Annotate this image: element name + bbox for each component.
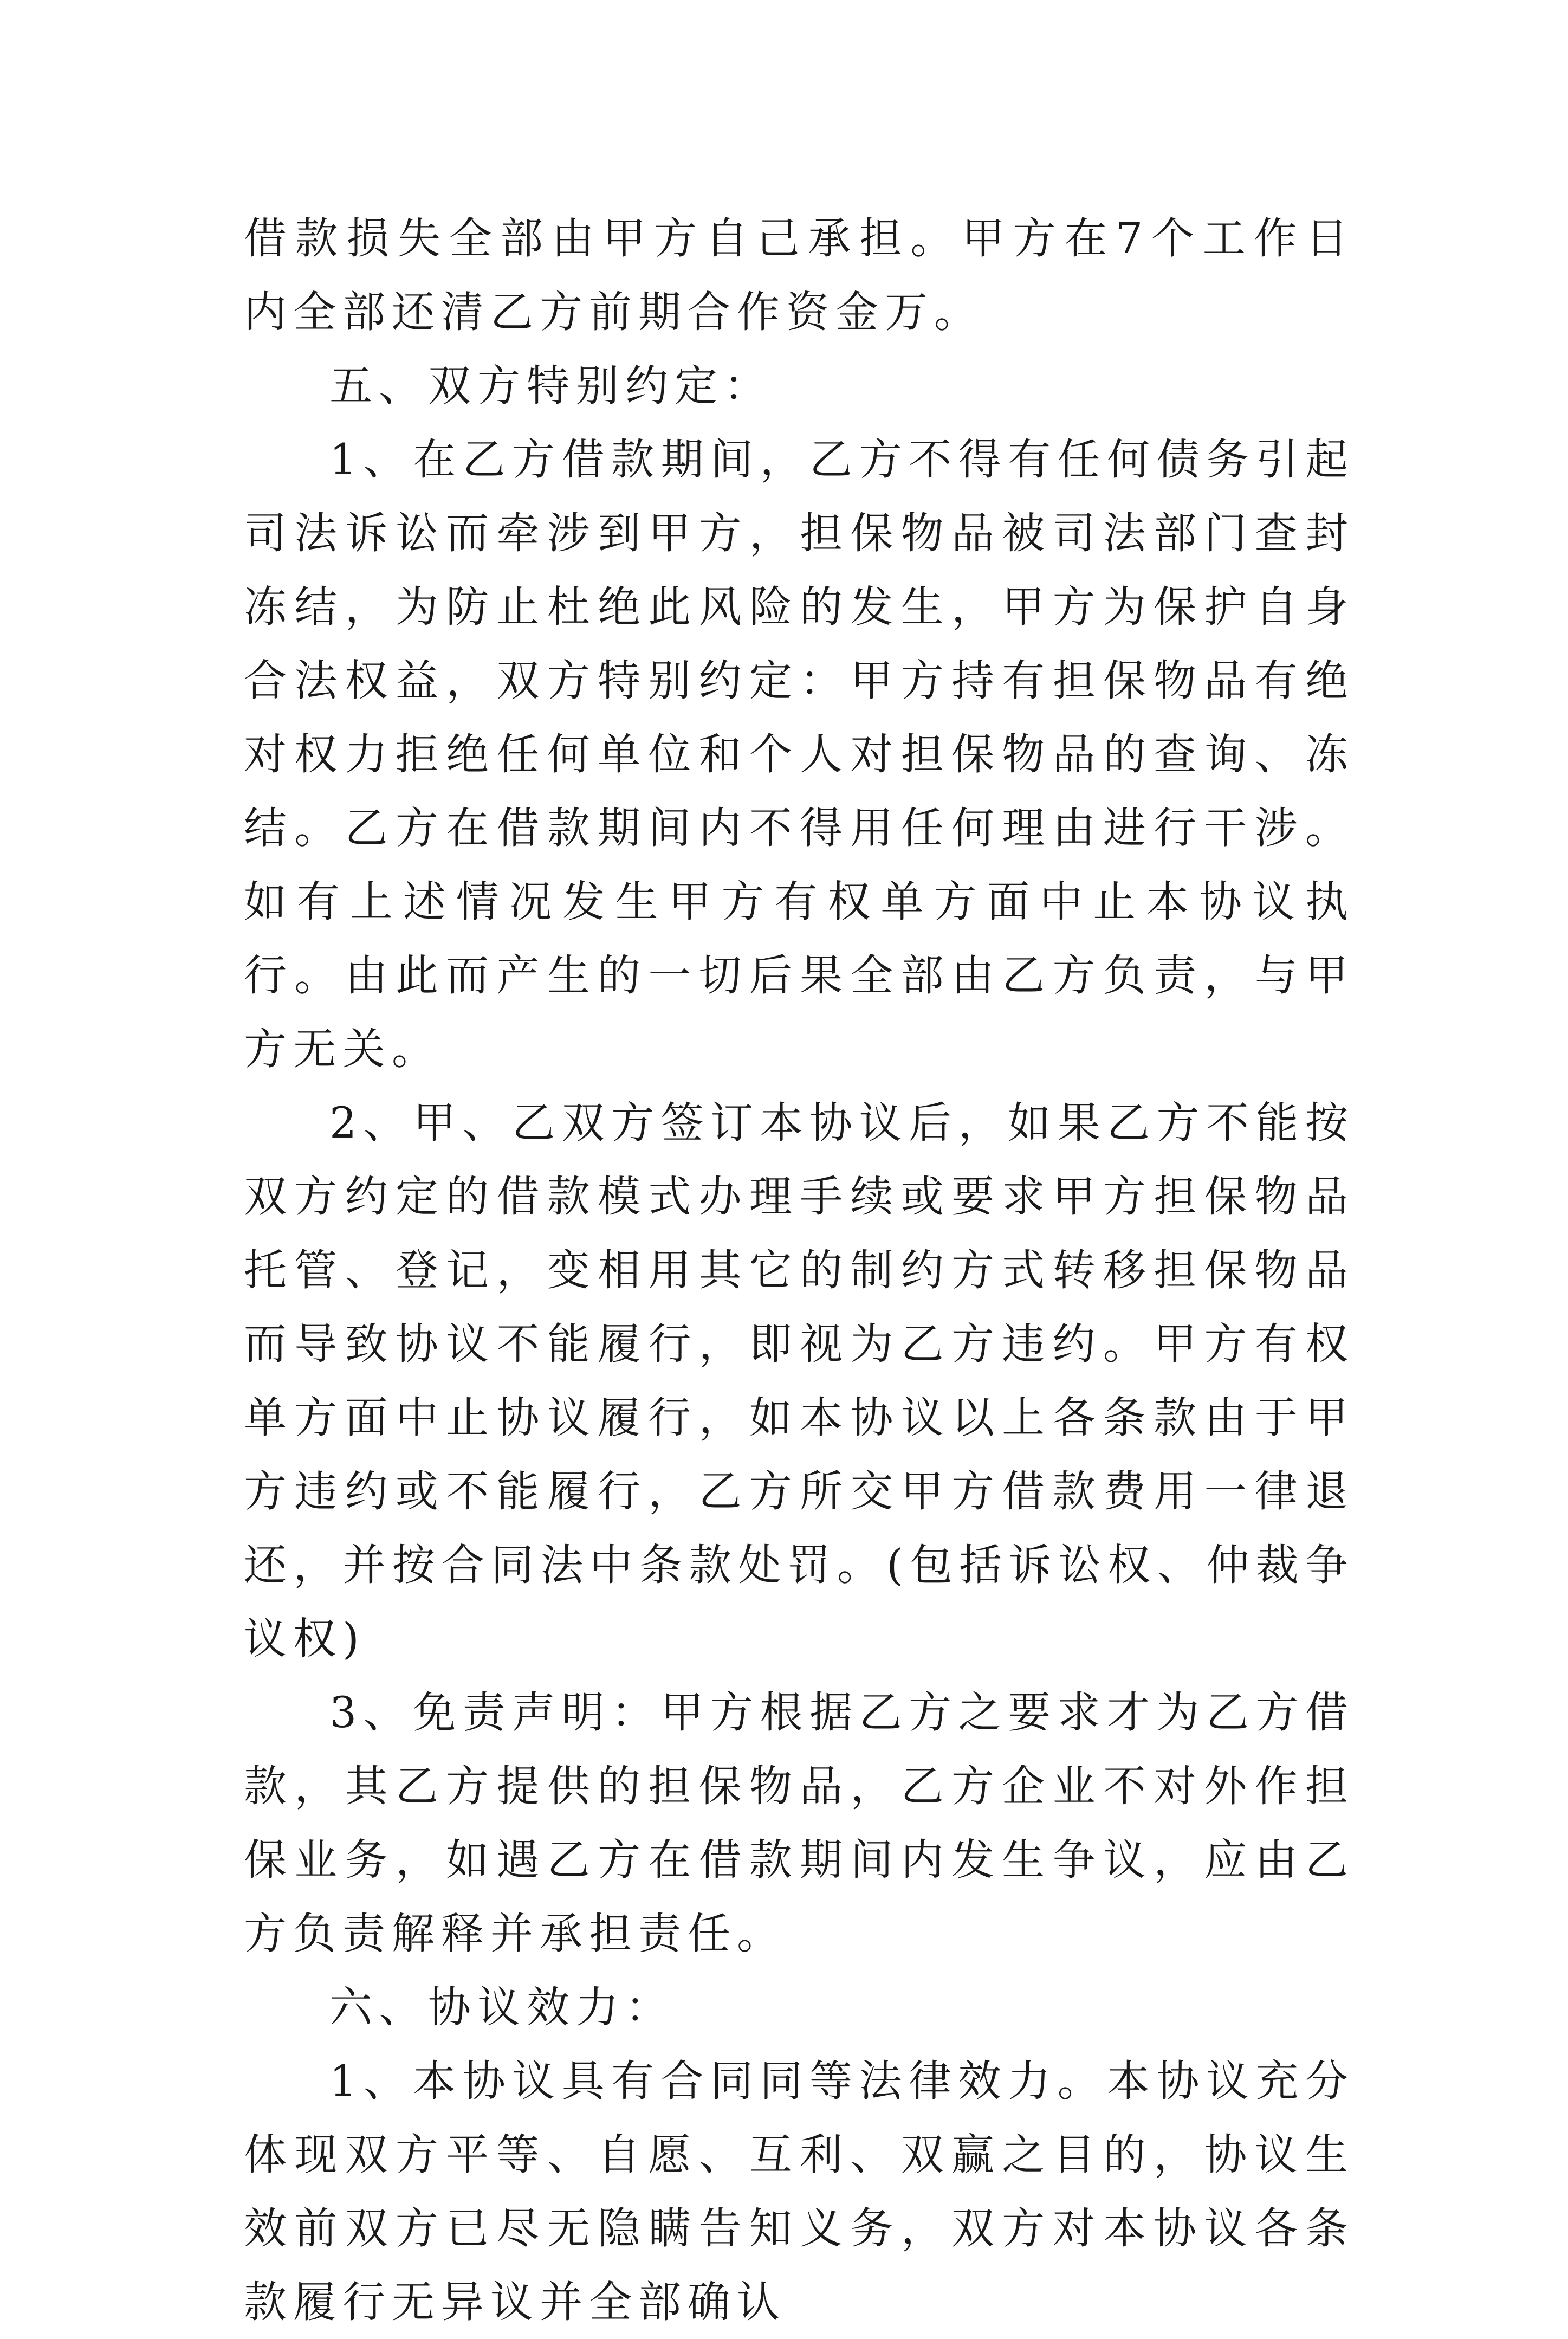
paragraph-effect-clause-1: 1、本协议具有合同同等法律效力。本协议充分体现双方平等、自愿、互利、双赢之目的，协议生效前双方已尽无隐瞒告知义务，双方对本协议各条款履行无异议并全部确认 bbox=[244, 2056, 1355, 2327]
paragraph-clause-1: 1、在乙方借款期间，乙方不得有任何债务引起司法诉讼而牵涉到甲方，担保物品被司法部门查封冻结，为防止杜绝此风险的发生，甲方为保护自身合法权益，双方特别约定：甲方持有担保物品有绝对权力拒绝任何单位和个人对担保物品的查询、冻结。乙方在借款期间内不得用任何理由进行干涉。如有上述情况发生甲方有权单方面中止本协议执行。由此而产生的一切后果全部由乙方负责，与甲方无关。 bbox=[244, 435, 1355, 1074]
paragraph-clause-3-disclaimer: 3、免责声明：甲方根据乙方之要求才为乙方借款，其乙方提供的担保物品，乙方企业不对外作担保业务，如遇乙方在借款期间内发生争议，应由乙方负责解释并承担责任。 bbox=[244, 1688, 1355, 1959]
section-heading-special-agreement: 五、双方特别约定： bbox=[329, 361, 773, 411]
section-heading-agreement-effect: 六、协议效力： bbox=[329, 1982, 675, 2032]
paragraph-clause-2: 2、甲、乙双方签订本协议后，如果乙方不能按双方约定的借款模式办理手续或要求甲方担保物品托管、登记，变相用其它的制约方式转移担保物品而导致协议不能履行，即视为乙方违约。甲方有权单方面中止协议履行，如本协议以上各条款由于甲方违约或不能履行，乙方所交甲方借款费用一律退还，并按合同法中条款处罚。(包括诉讼权、仲裁争议权) bbox=[244, 1098, 1355, 1664]
document-body bbox=[244, 202, 1355, 2339]
paragraph-loss-clause: 借款损失全部由甲方自己承担。甲方在7个工作日内全部还清乙方前期合作资金万。 bbox=[244, 214, 1355, 337]
